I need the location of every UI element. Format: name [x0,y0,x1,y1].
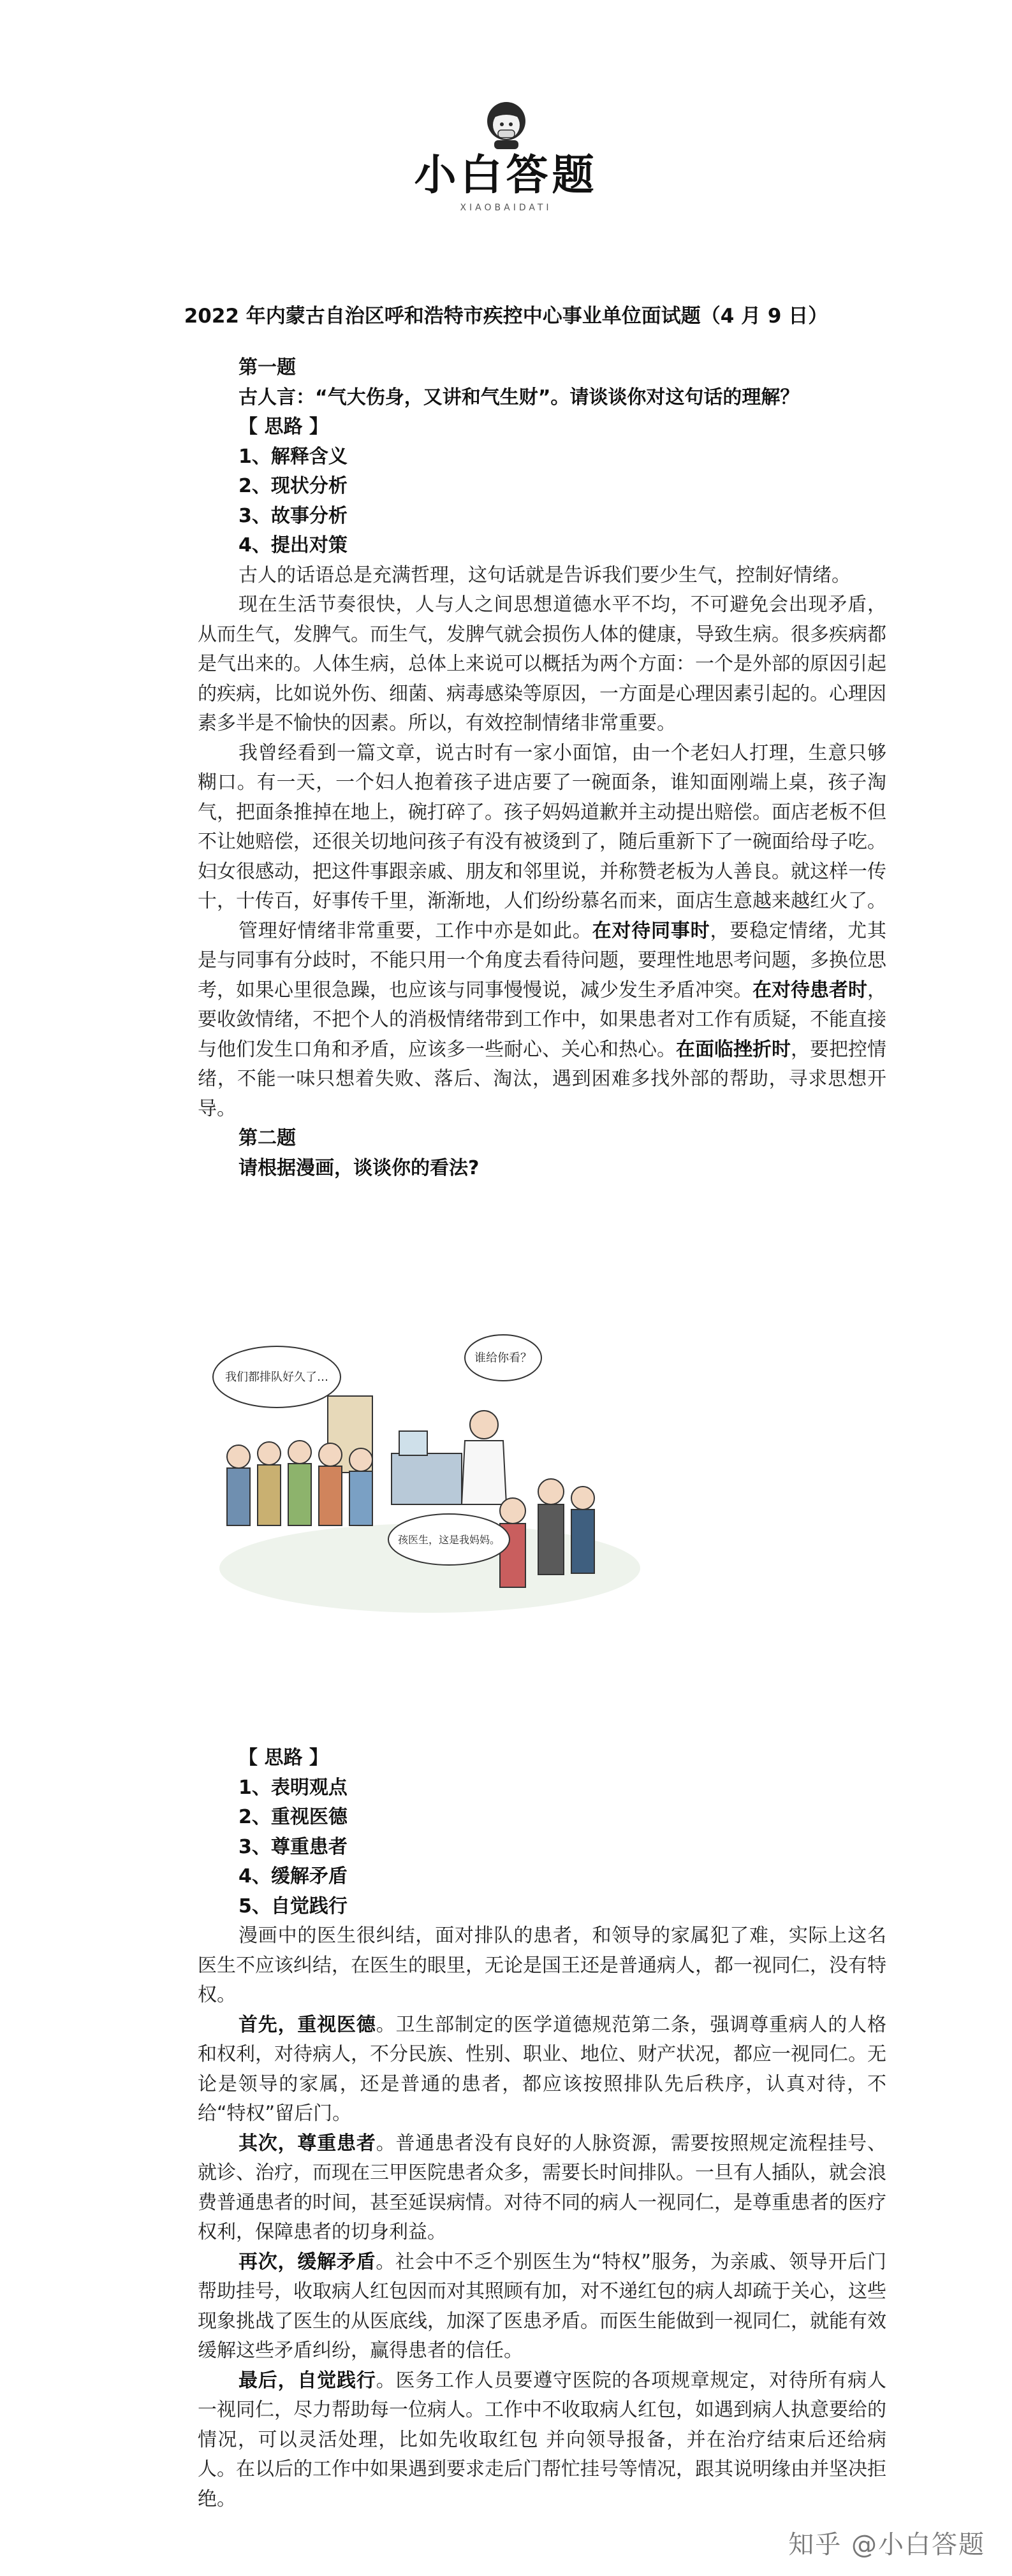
answer-paragraph: 管理好情绪非常重要，工作中亦是如此。在对待同事时，要稳定情绪，尤其是与同事有分歧时，不能只用一个角度去看待问题，要理性地思考问题，多换位思考，如果心里很急躁，也应该与同事慢慢说，减少发生矛盾冲突。在对待患者时，要收敛情绪，不把个人的消极情绪带到工作中，如果患者对工作有质疑，不能直接与他们发生口角和矛盾，应该多一些耐心、关心和热心。在面临挫折时，要把控情绪，不能一味只想着失败、落后、淘汰，遇到困难多找外部的帮助，寻求思想开导。 [198,919,886,1120]
question-one-section [198,353,886,1183]
bubble-left-text: 我们都排队好久了… [225,1371,328,1384]
question-one-text: 古人言：“气大伤身，又讲和气生财”。请谈谈你对这句话的理解？ [238,386,800,409]
answer-paragraph: 漫画中的医生很纠结，面对排队的患者，和领导的家属犯了难，实际上这名医生不应该纠结，在医生的眼里，无论是国王还是普通病人，都一视同仁，没有特权。 [198,1925,886,2006]
answer-paragraph: 再次，缓解矛盾。社会中不乏个别医生为“特权”服务，为亲戚、领导开后门帮助挂号，收取病人红包因而对其照顾有加，对不递红包的病人却疏于关心，这些现象挑战了医生的从医底线，加深了医患矛盾。而医生能做到一视同仁，就能有效缓解这些矛盾纠纷，赢得患者的信任。 [198,2250,887,2362]
outline-item: 2、重视医德 [238,1806,348,1828]
idea-heading: 【 思路 】 [238,416,328,438]
answer-paragraph: 最后，自觉践行。医务工作人员要遵守医院的各项规章规定，对待所有病人一视同仁，尽力帮助每一位病人。工作中不收取病人红包，如遇到病人执意要给的情况，可以灵活处理，比如先收取红包 并向领导报备，并在治疗结束后还给病人。在以后的工作中如果遇到要求走后门帮忙挂号等情况，跟其说明缘由并坚决拒绝。 [198,2369,886,2510]
outline-item: 3、尊重患者 [238,1835,348,1858]
answer-paragraph: 其次，尊重患者。普通患者没有良好的人脉资源，需要按照规定流程挂号、就诊、治疗，而现在三甲医院患者众多，需要长时间排队。一旦有人插队，就会浪费普通患者的时间，甚至延误病情。对待不同的病人一视同仁，是尊重患者的医疗权利，保障患者的切身利益。 [198,2132,886,2243]
brand-name: 小白答题 [414,150,598,200]
source-watermark: 知乎 @小白答题 [788,2530,985,2559]
brand-subtitle: XIAOBAIDATI [460,203,552,213]
question-two-heading: 第二题 [238,1127,296,1149]
outline-item: 1、解释含义 [238,445,348,468]
idea-heading: 【 思路 】 [238,1747,328,1769]
outline-item: 4、缓解矛盾 [238,1865,348,1888]
answer-paragraph: 我曾经看到一篇文章，说古时有一家小面馆，由一个老妇人打理，生意只够糊口。有一天，一个妇人抱着孩子进店要了一碗面条，谁知面刚端上桌，孩子淘气，把面条推掉在地上，碗打碎了。孩子妈妈道歉并主动提出赔偿。面店老板不但不让她赔偿，还很关切地问孩子有没有被烫到了，随后重新下了一碗面给母子吃。妇女很感动，把这件事跟亲戚、朋友和邻里说，并称赞老板为人善良。就这样一传十，十传百，好事传千里，渐渐地，人们纷纷慕名而来，面店生意越来越红火了。 [198,741,886,912]
cartoon-illustration [200,1300,642,1619]
outline-item: 4、提出对策 [238,534,348,557]
bubble-bottom-text: 孩医生，这是我妈妈。 [397,1534,501,1546]
answer-paragraph: 首先，重视医德。卫生部制定的医学道德规范第二条，强调尊重病人的人格和权利，对待病人，不分民族、性别、职业、地位、财产状况，都应一视同仁。无论是领导的家属，还是普通的患者，都应该按照排队先后秩序，认真对待，不给“特权”留后门。 [198,2013,886,2125]
document-title: 2022 年内蒙古自治区呼和浩特市疾控中心事业单位面试题（4 月 9 日） [184,305,828,328]
answer-paragraph: 古人的话语总是充满哲理，这句话就是告诉我们要少生气，控制好情绪。 [238,564,851,586]
question-two-section [198,1743,886,2514]
mascot-icon [479,96,534,150]
answer-paragraph: 现在生活节奏很快，人与人之间思想道德水平不均，不可避免会出现矛盾，从而生气，发脾气。而生气，发脾气就会损伤人体的健康，导致生病。很多疾病都是气出来的。人体生病，总体上来说可以概括为两个方面：一个是外部的原因引起的疾病，比如说外伤、细菌、病毒感染等原因，一方面是心理因素引起的。心理因素多半是不愉快的因素。所以，有效控制情绪非常重要。 [198,593,886,734]
outline-item: 1、表明观点 [238,1776,348,1799]
brand-logo [0,96,1012,213]
question-one-heading: 第一题 [238,356,296,379]
outline-item: 5、自觉践行 [238,1895,348,1917]
outline-item: 2、现状分析 [238,475,348,497]
question-two-text: 请根据漫画，谈谈你的看法? [238,1156,480,1179]
outline-item: 3、故事分析 [238,504,348,527]
bubble-top-text: 谁给你看？ [474,1351,532,1365]
